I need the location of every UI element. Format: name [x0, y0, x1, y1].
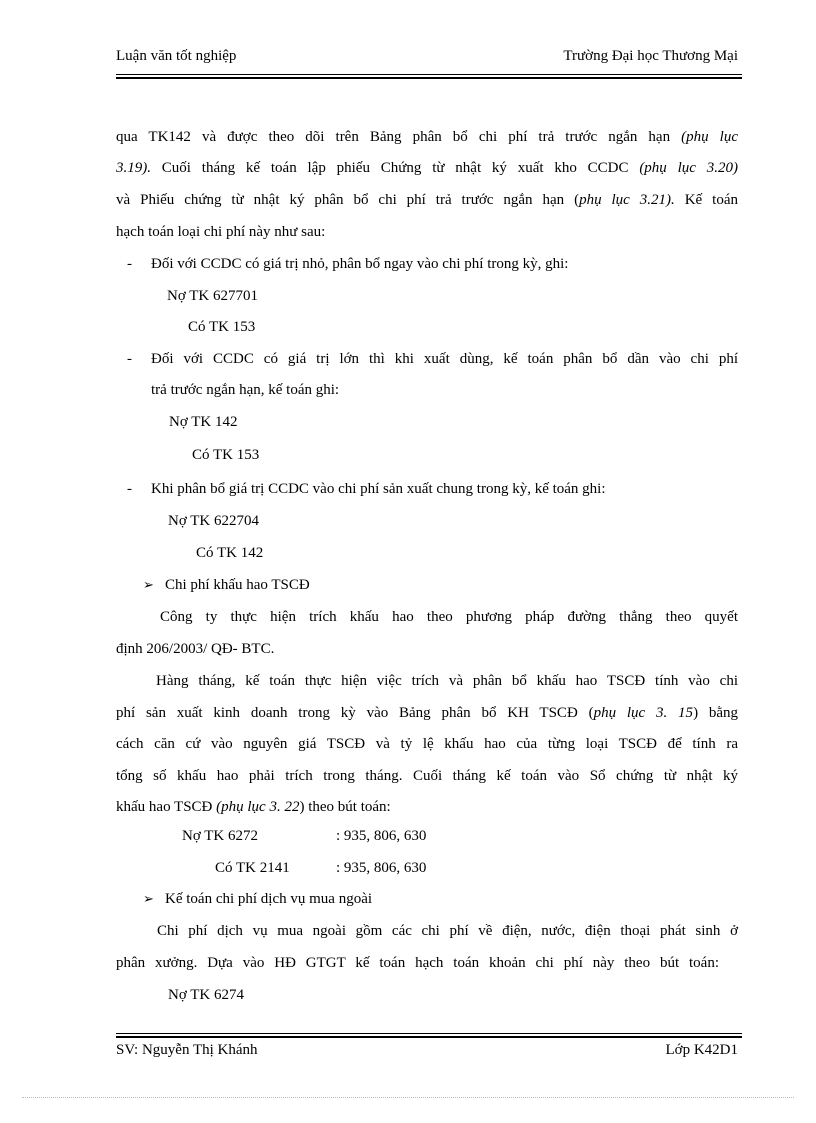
entry-credit-amount: : 935, 806, 630	[336, 860, 427, 876]
b1-credit: Có TK 153	[188, 319, 256, 335]
p2-line1: Công ty thực hiện trích khấu hao theo phương pháp đường thẳng theo quyết	[160, 609, 738, 625]
section-depreciation-title: Chi phí khấu hao TSCĐ	[165, 577, 310, 593]
p3-line2	[116, 703, 738, 723]
footer-left: SV: Nguyễn Thị Khánh	[116, 1042, 258, 1058]
arrow-bullet-icon: ➢	[143, 577, 154, 592]
header-right: Trường Đại học Thương Mại	[563, 48, 738, 64]
bullet-dash-1: -	[127, 256, 132, 272]
p1-line2	[116, 158, 738, 178]
b2-line1: Đối với CCDC có giá trị lớn thì khi xuất dùng, kế toán phân bổ dần vào chi phí	[151, 351, 738, 367]
p1-line3	[116, 190, 738, 210]
p3-line3: cách căn cứ vào nguyên giá TSCĐ và tỷ lệ khấu hao của từng loại TSCĐ để tính ra	[116, 736, 738, 752]
b2-line2: trả trước ngắn hạn, kế toán ghi:	[151, 382, 340, 398]
footer-rule	[116, 1033, 742, 1038]
header-rule	[116, 74, 742, 79]
page-edge-dotted-line	[22, 1097, 794, 1098]
entry-debit-amount: : 935, 806, 630	[336, 828, 427, 844]
p1-line2-ref2: (phụ lục 3.20)	[639, 160, 738, 176]
footer-right: Lớp K42D1	[665, 1042, 738, 1058]
page-header	[116, 48, 738, 70]
p1-line1	[116, 127, 738, 147]
p3-line4: tổng số khấu hao phải trích trong tháng. Cuối tháng kế toán vào Sổ chứng từ nhật ký	[116, 768, 738, 784]
p3-line2-ref: phụ lục 3. 15	[593, 705, 694, 721]
p1-line2-ref: 3.19).	[116, 160, 151, 176]
header-left: Luận văn tốt nghiệp	[116, 48, 237, 64]
p4-debit: Nợ TK 6274	[168, 987, 244, 1003]
p3-line1: Hàng tháng, kế toán thực hiện việc trích và phân bổ khấu hao TSCĐ tính vào chi	[156, 673, 738, 689]
section-outsourced-services-title: Kế toán chi phí dịch vụ mua ngoài	[165, 891, 373, 907]
p1-line1-ref: (phụ lục	[681, 129, 738, 145]
p4-line2: phân xưởng. Dựa vào HĐ GTGT kế toán hạch toán khoản chi phí này theo bút toán:	[116, 955, 719, 971]
b1-text: Đối với CCDC có giá trị nhỏ, phân bổ ngay vào chi phí trong kỳ, ghi:	[151, 256, 569, 272]
p1-line4: hạch toán loại chi phí này như sau:	[116, 224, 326, 240]
p1-line2-text: Cuối tháng kế toán lập phiếu Chứng từ nhật ký xuất kho CCDC	[151, 160, 640, 176]
b1-debit: Nợ TK 627701	[167, 288, 258, 304]
bullet-dash-2: -	[127, 351, 132, 367]
b2-credit: Có TK 153	[192, 447, 260, 463]
arrow-bullet-icon: ➢	[143, 891, 154, 906]
p3-line2-text: phí sản xuất kinh doanh trong kỳ vào Bảng phân bổ KH TSCĐ (	[116, 705, 594, 721]
p4-line1: Chi phí dịch vụ mua ngoài gồm các chi phí về điện, nước, điện thoại phát sinh ở	[157, 923, 738, 939]
p1-line3-ref: phụ lục 3.21).	[579, 192, 675, 208]
entry-credit-account: Có TK 2141	[215, 860, 290, 876]
p3-line5-tail: ) theo bút toán:	[299, 799, 391, 815]
bullet-dash-3: -	[127, 481, 132, 497]
b3-credit: Có TK 142	[196, 545, 264, 561]
p1-line3-tail: Kế toán	[674, 192, 738, 208]
p1-line3-text: và Phiếu chứng từ nhật ký phân bổ chi phí trả trước ngắn hạn (	[116, 192, 580, 208]
p3-line2-tail: ) bằng	[693, 705, 739, 721]
p3-line5	[116, 797, 391, 817]
p3-line5-text: khấu hao TSCĐ	[116, 799, 217, 815]
p2-line2: định 206/2003/ QĐ- BTC.	[116, 641, 275, 657]
b3-text: Khi phân bổ giá trị CCDC vào chi phí sản xuất chung trong kỳ, kế toán ghi:	[151, 481, 606, 497]
b2-debit: Nợ TK 142	[169, 414, 238, 430]
b3-debit: Nợ TK 622704	[168, 513, 259, 529]
p3-line5-ref: (phụ lục 3. 22	[216, 799, 300, 815]
page-footer	[116, 1042, 738, 1064]
entry-debit-account: Nợ TK 6272	[182, 828, 258, 844]
p1-line1-text: qua TK142 và được theo dõi trên Bảng phân bổ chi phí trả trước ngắn hạn	[116, 129, 682, 145]
